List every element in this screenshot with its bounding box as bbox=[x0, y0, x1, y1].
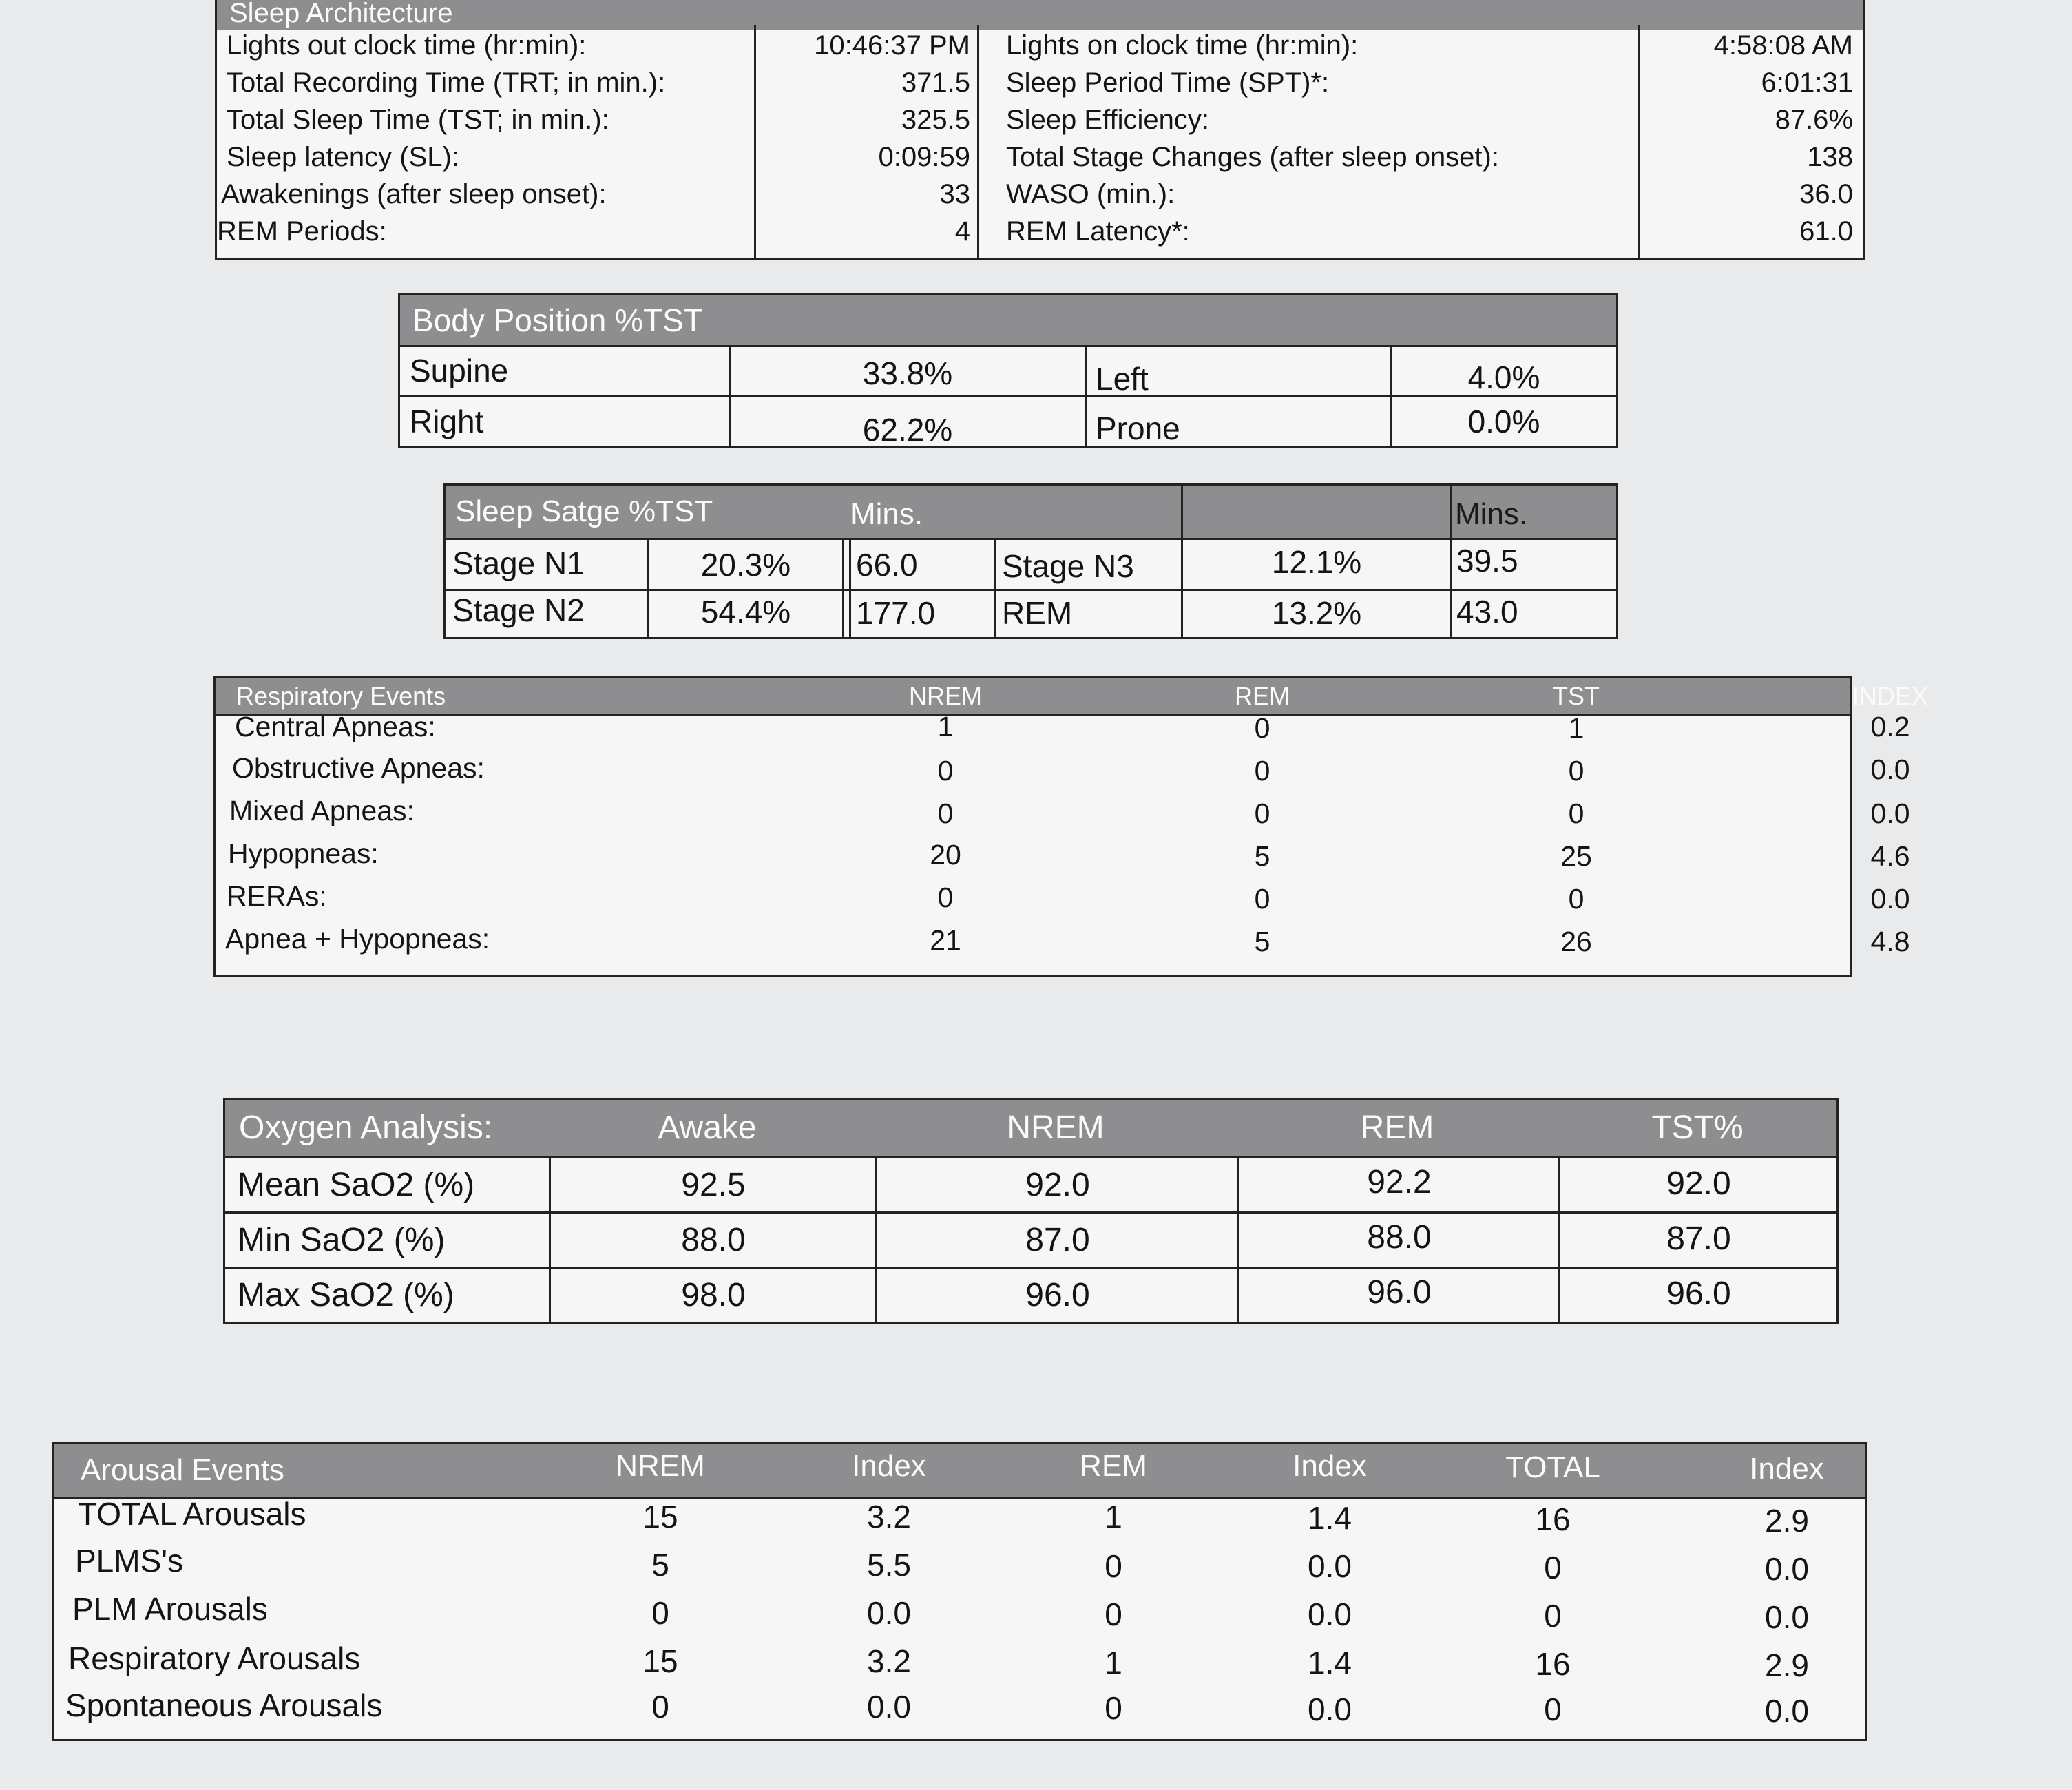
column-header: NREM bbox=[1007, 1110, 1105, 1146]
body-position-header bbox=[400, 295, 1616, 345]
position-value: 62.2% bbox=[862, 412, 953, 448]
position-label: Right bbox=[410, 404, 484, 439]
arousal-label: PLMS's bbox=[75, 1543, 184, 1579]
oxygen-analysis-title: Oxygen Analysis: bbox=[239, 1110, 493, 1146]
sleep-architecture-header bbox=[217, 0, 1863, 30]
column-header: TST bbox=[1553, 682, 1600, 710]
arousal-events-table bbox=[52, 1442, 1867, 1741]
row-label: REM Periods: bbox=[217, 216, 387, 247]
arousal-value: 2.9 bbox=[1765, 1503, 1809, 1539]
arousal-value: 0.0 bbox=[1765, 1599, 1809, 1635]
arousal-value: 2.9 bbox=[1765, 1647, 1809, 1683]
column-header: Index bbox=[1750, 1452, 1824, 1486]
stage-percent: 13.2% bbox=[1271, 595, 1362, 631]
sleep-stage-header bbox=[446, 486, 1616, 538]
event-rem: 5 bbox=[1254, 840, 1270, 872]
event-index: 0.2 bbox=[1870, 711, 1910, 742]
position-value: 33.8% bbox=[862, 355, 953, 391]
stage-minutes: 43.0 bbox=[1456, 594, 1518, 629]
stage-minutes: 66.0 bbox=[856, 547, 918, 583]
row-value: 87.6% bbox=[1775, 105, 1853, 135]
event-nrem: 0 bbox=[937, 798, 954, 829]
row-label: Sleep Efficiency: bbox=[1006, 105, 1209, 135]
event-rem: 0 bbox=[1254, 798, 1270, 829]
body-position-table bbox=[398, 293, 1618, 448]
column-header: TOTAL bbox=[1505, 1450, 1600, 1484]
oxygen-tst: 87.0 bbox=[1666, 1220, 1731, 1257]
event-label: Central Apneas: bbox=[235, 711, 436, 742]
row-value: 371.5 bbox=[901, 67, 970, 98]
arousal-value: 5 bbox=[651, 1547, 669, 1583]
row-label: Awakenings (after sleep onset): bbox=[221, 179, 607, 209]
event-index: 0.0 bbox=[1870, 753, 1910, 785]
event-rem: 0 bbox=[1254, 712, 1270, 744]
sleep-architecture-title: Sleep Architecture bbox=[229, 0, 453, 28]
event-label: Mixed Apneas: bbox=[229, 795, 415, 826]
event-nrem: 0 bbox=[937, 882, 954, 913]
row-label: Total Sleep Time (TST; in min.): bbox=[227, 105, 609, 135]
row-value: 36.0 bbox=[1799, 179, 1853, 209]
oxygen-analysis-table bbox=[223, 1098, 1839, 1324]
stage-percent: 20.3% bbox=[700, 547, 791, 583]
stage-label: Stage N2 bbox=[452, 592, 585, 628]
event-nrem: 0 bbox=[937, 755, 954, 787]
arousal-value: 0 bbox=[1105, 1690, 1122, 1726]
respiratory-events-table bbox=[213, 676, 1929, 977]
event-tst: 0 bbox=[1568, 798, 1584, 829]
stage-label: Stage N1 bbox=[452, 545, 585, 581]
column-header: NREM bbox=[909, 682, 982, 710]
arousal-value: 0 bbox=[1544, 1550, 1562, 1585]
column-header: Awake bbox=[658, 1110, 757, 1146]
event-label: Hypopneas: bbox=[228, 837, 379, 869]
row-value: 33 bbox=[939, 179, 970, 209]
column-header: REM bbox=[1080, 1449, 1147, 1483]
event-nrem: 21 bbox=[930, 924, 961, 956]
row-label: Total Recording Time (TRT; in min.): bbox=[227, 67, 666, 98]
oxygen-nrem: 92.0 bbox=[1025, 1167, 1090, 1203]
arousal-value: 0.0 bbox=[867, 1595, 911, 1631]
arousal-value: 16 bbox=[1535, 1501, 1571, 1537]
row-value: 6:01:31 bbox=[1761, 67, 1853, 98]
event-index: 0.0 bbox=[1870, 883, 1910, 915]
body-position-title: Body Position %TST bbox=[412, 302, 703, 338]
stage-label: Stage N3 bbox=[1002, 548, 1134, 584]
row-value: 325.5 bbox=[901, 105, 970, 135]
column-header: REM bbox=[1235, 682, 1290, 710]
oxygen-rem: 88.0 bbox=[1367, 1219, 1432, 1256]
arousal-value: 0 bbox=[651, 1689, 669, 1725]
arousal-label: PLM Arousals bbox=[72, 1591, 268, 1627]
arousal-label: Respiratory Arousals bbox=[68, 1641, 361, 1676]
stage-percent: 12.1% bbox=[1271, 544, 1362, 580]
column-header: INDEX bbox=[1852, 682, 1929, 710]
event-tst: 1 bbox=[1568, 712, 1584, 744]
row-value: 4:58:08 AM bbox=[1713, 30, 1853, 61]
oxygen-awake: 88.0 bbox=[681, 1222, 746, 1258]
row-label: Total Stage Changes (after sleep onset): bbox=[1006, 142, 1499, 172]
position-label: Prone bbox=[1096, 410, 1180, 446]
respiratory-events-title: Respiratory Events bbox=[236, 682, 446, 710]
oxygen-nrem: 96.0 bbox=[1025, 1277, 1090, 1313]
arousal-value: 1.4 bbox=[1308, 1500, 1352, 1536]
row-label: WASO (min.): bbox=[1006, 179, 1175, 209]
event-rem: 0 bbox=[1254, 755, 1270, 787]
event-index: 4.8 bbox=[1870, 926, 1910, 957]
arousal-value: 0 bbox=[1105, 1548, 1122, 1584]
oxygen-awake: 98.0 bbox=[681, 1277, 746, 1313]
stage-label: REM bbox=[1002, 595, 1073, 631]
stage-minutes: 39.5 bbox=[1456, 543, 1518, 579]
arousal-value: 15 bbox=[642, 1499, 678, 1534]
row-value: 4 bbox=[954, 216, 970, 247]
row-label: Sleep latency (SL): bbox=[227, 142, 459, 172]
event-index: 4.6 bbox=[1870, 840, 1910, 872]
arousal-value: 1 bbox=[1105, 1645, 1122, 1680]
event-nrem: 20 bbox=[930, 839, 961, 871]
arousal-value: 0.0 bbox=[1308, 1548, 1352, 1584]
event-index: 0.0 bbox=[1870, 798, 1910, 829]
oxygen-tst: 96.0 bbox=[1666, 1276, 1731, 1312]
row-label: Sleep Period Time (SPT)*: bbox=[1006, 67, 1330, 98]
oxygen-awake: 92.5 bbox=[681, 1167, 746, 1203]
sleep-stage-title: Sleep Satge %TST bbox=[455, 495, 713, 528]
event-rem: 0 bbox=[1254, 883, 1270, 915]
mins-column-header: Mins. bbox=[850, 497, 923, 531]
arousal-value: 0.0 bbox=[1308, 1596, 1352, 1632]
sleep-stage-table bbox=[443, 483, 1618, 639]
column-header: Index bbox=[852, 1449, 926, 1483]
oxygen-rem: 92.2 bbox=[1367, 1164, 1432, 1200]
arousal-value: 1 bbox=[1105, 1499, 1122, 1534]
oxygen-analysis-header bbox=[225, 1100, 1836, 1156]
row-value: 138 bbox=[1807, 142, 1853, 172]
row-value: 10:46:37 PM bbox=[814, 30, 970, 61]
position-label: Supine bbox=[410, 353, 509, 388]
arousal-label: Spontaneous Arousals bbox=[65, 1687, 383, 1723]
oxygen-row-label: Mean SaO2 (%) bbox=[238, 1167, 475, 1203]
event-label: Apnea + Hypopneas: bbox=[225, 923, 490, 955]
position-label: Left bbox=[1096, 361, 1149, 397]
arousal-value: 3.2 bbox=[867, 1643, 911, 1679]
position-value: 0.0% bbox=[1467, 404, 1540, 439]
arousal-value: 3.2 bbox=[867, 1499, 911, 1534]
arousal-value: 5.5 bbox=[867, 1547, 911, 1583]
mins-column-header: Mins. bbox=[1455, 497, 1528, 531]
event-label: RERAs: bbox=[227, 880, 327, 912]
arousal-value: 0 bbox=[1105, 1596, 1122, 1632]
oxygen-rem: 96.0 bbox=[1367, 1274, 1432, 1311]
arousal-value: 16 bbox=[1535, 1646, 1571, 1682]
event-label: Obstructive Apneas: bbox=[232, 752, 485, 784]
row-label: Lights on clock time (hr:min): bbox=[1006, 30, 1359, 61]
oxygen-row-label: Min SaO2 (%) bbox=[238, 1222, 446, 1258]
arousal-value: 0.0 bbox=[1308, 1692, 1352, 1727]
event-tst: 0 bbox=[1568, 755, 1584, 787]
arousal-value: 0 bbox=[1544, 1598, 1562, 1634]
row-label: Lights out clock time (hr:min): bbox=[227, 30, 587, 61]
stage-minutes: 177.0 bbox=[856, 595, 936, 631]
arousal-events-header bbox=[54, 1444, 1865, 1497]
arousal-value: 0 bbox=[651, 1595, 669, 1631]
arousal-label: TOTAL Arousals bbox=[78, 1496, 306, 1532]
event-nrem: 1 bbox=[937, 711, 954, 742]
arousal-value: 1.4 bbox=[1308, 1645, 1352, 1680]
event-tst: 26 bbox=[1560, 926, 1592, 957]
event-tst: 0 bbox=[1568, 883, 1584, 915]
event-tst: 25 bbox=[1560, 840, 1592, 872]
column-header: NREM bbox=[616, 1449, 705, 1483]
event-rem: 5 bbox=[1254, 926, 1270, 957]
position-value: 4.0% bbox=[1467, 360, 1540, 395]
sleep-architecture-table bbox=[215, 0, 1865, 260]
arousal-value: 0.0 bbox=[1765, 1693, 1809, 1729]
arousal-events-title: Arousal Events bbox=[81, 1453, 284, 1487]
column-header: TST% bbox=[1651, 1110, 1744, 1146]
column-header: Index bbox=[1293, 1449, 1367, 1483]
row-label: REM Latency*: bbox=[1006, 216, 1190, 247]
row-value: 0:09:59 bbox=[878, 142, 970, 172]
arousal-value: 15 bbox=[642, 1643, 678, 1679]
stage-percent: 54.4% bbox=[700, 594, 791, 629]
oxygen-tst: 92.0 bbox=[1666, 1165, 1731, 1202]
arousal-value: 0.0 bbox=[867, 1689, 911, 1725]
arousal-value: 0 bbox=[1544, 1692, 1562, 1727]
column-header: REM bbox=[1360, 1110, 1434, 1146]
arousal-value: 0.0 bbox=[1765, 1551, 1809, 1587]
oxygen-row-label: Max SaO2 (%) bbox=[238, 1277, 454, 1313]
oxygen-nrem: 87.0 bbox=[1025, 1222, 1090, 1258]
row-value: 61.0 bbox=[1799, 216, 1853, 247]
